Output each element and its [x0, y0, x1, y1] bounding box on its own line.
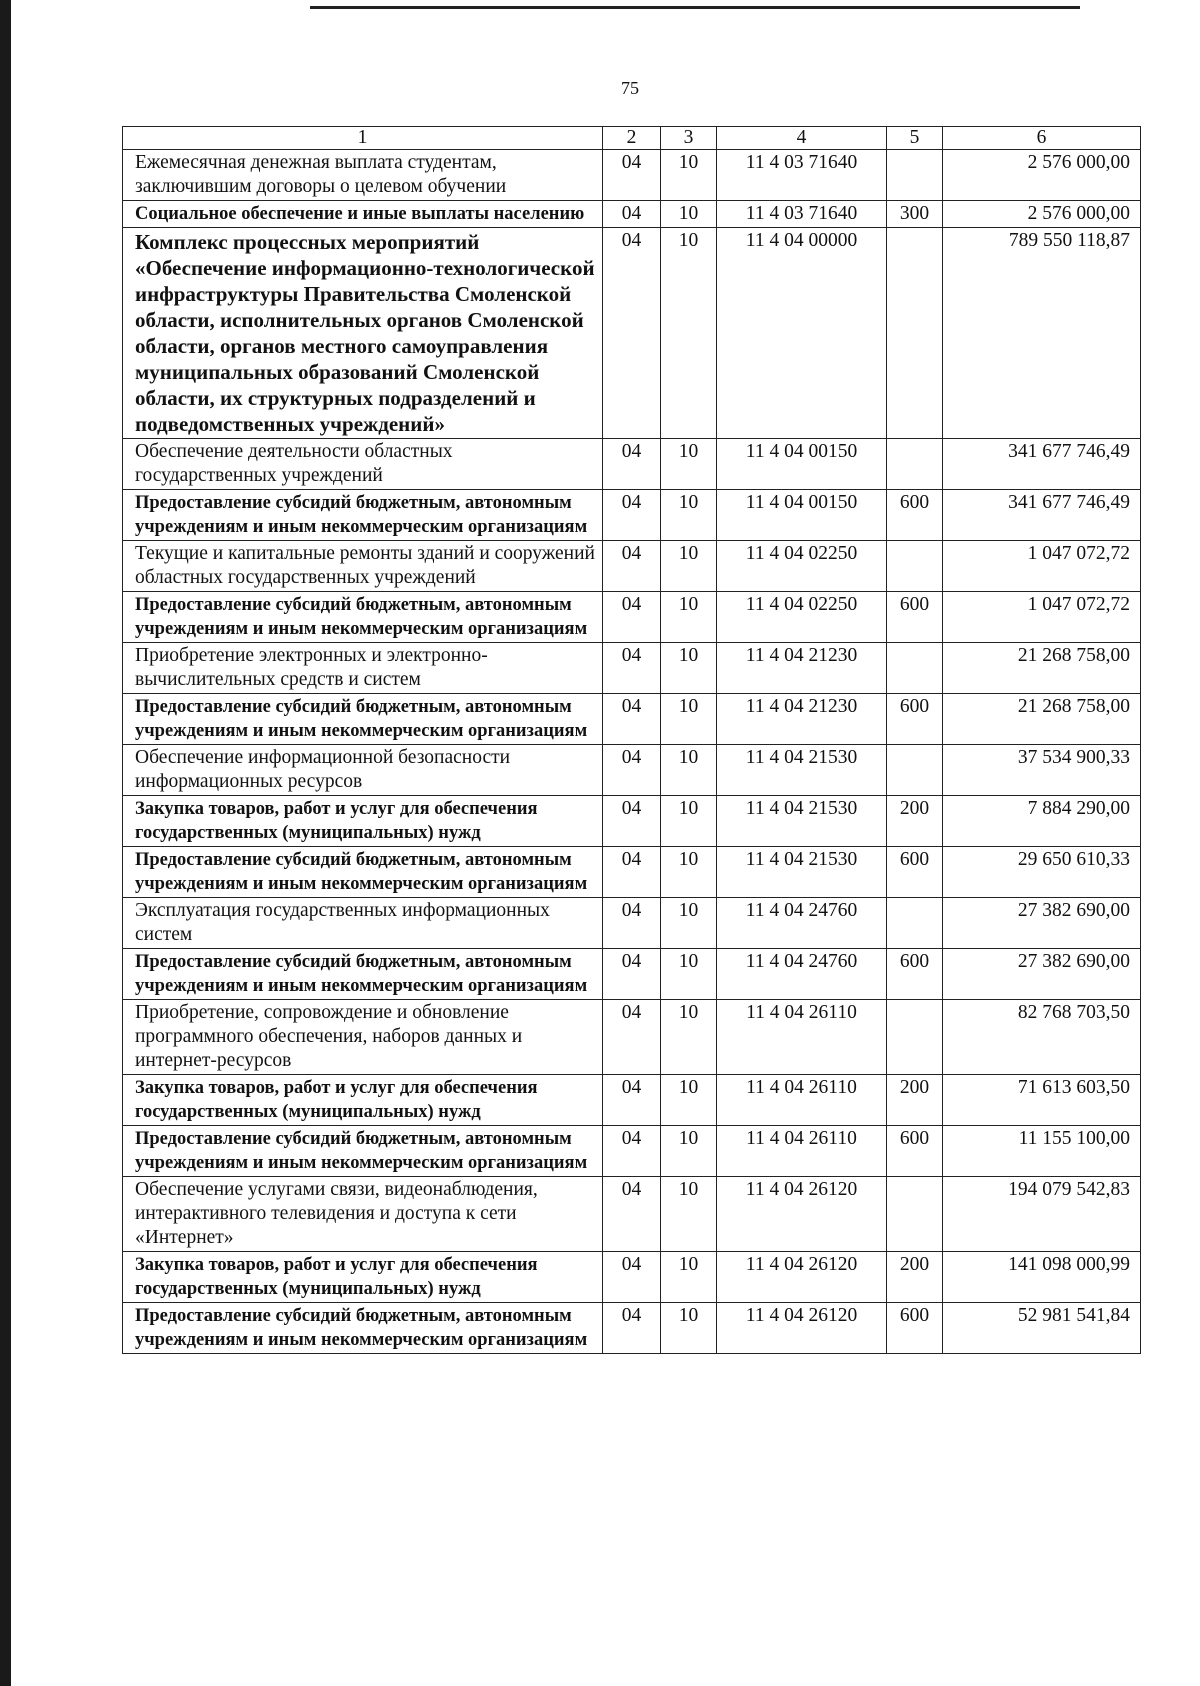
table-row — [123, 694, 1141, 745]
cell-expense-type: 600 — [887, 592, 943, 643]
table-row — [123, 643, 1141, 694]
cell-subsection: 10 — [661, 1252, 717, 1303]
cell-name: Обеспечение информационной безопасности информационных ресурсов — [123, 745, 603, 796]
cell-amount: 71 613 603,50 — [943, 1075, 1141, 1126]
cell-section: 04 — [603, 1252, 661, 1303]
cell-section: 04 — [603, 694, 661, 745]
cell-target-code: 11 4 04 21530 — [717, 796, 887, 847]
cell-subsection: 10 — [661, 898, 717, 949]
table-row — [123, 1303, 1141, 1354]
cell-amount: 341 677 746,49 — [943, 439, 1141, 490]
table-row — [123, 228, 1141, 439]
table-row — [123, 745, 1141, 796]
cell-target-code: 11 4 04 21230 — [717, 694, 887, 745]
cell-subsection: 10 — [661, 1075, 717, 1126]
cell-section: 04 — [603, 201, 661, 228]
cell-amount: 82 768 703,50 — [943, 1000, 1141, 1075]
cell-section: 04 — [603, 796, 661, 847]
cell-subsection: 10 — [661, 541, 717, 592]
cell-target-code: 11 4 04 26120 — [717, 1177, 887, 1252]
cell-subsection: 10 — [661, 643, 717, 694]
table-row — [123, 439, 1141, 490]
cell-name: Предоставление субсидий бюджетным, автономным учреждениям и иным некоммерческим организациям — [123, 592, 603, 643]
table-row — [123, 150, 1141, 201]
cell-target-code: 11 4 03 71640 — [717, 150, 887, 201]
cell-amount: 1 047 072,72 — [943, 541, 1141, 592]
table-row — [123, 541, 1141, 592]
cell-subsection: 10 — [661, 490, 717, 541]
cell-section: 04 — [603, 1075, 661, 1126]
cell-subsection: 10 — [661, 201, 717, 228]
table-row — [123, 1126, 1141, 1177]
cell-name: Предоставление субсидий бюджетным, автономным учреждениям и иным некоммерческим организациям — [123, 1126, 603, 1177]
cell-target-code: 11 4 04 02250 — [717, 541, 887, 592]
cell-target-code: 11 4 04 26110 — [717, 1000, 887, 1075]
cell-section: 04 — [603, 490, 661, 541]
cell-expense-type: 200 — [887, 796, 943, 847]
cell-amount: 27 382 690,00 — [943, 898, 1141, 949]
cell-target-code: 11 4 04 24760 — [717, 898, 887, 949]
cell-target-code: 11 4 04 02250 — [717, 592, 887, 643]
cell-expense-type — [887, 439, 943, 490]
header-col-1: 1 — [123, 127, 603, 150]
cell-name: Эксплуатация государственных информационных систем — [123, 898, 603, 949]
cell-expense-type: 200 — [887, 1075, 943, 1126]
cell-section: 04 — [603, 541, 661, 592]
cell-name: Социальное обеспечение и иные выплаты населению — [123, 201, 603, 228]
cell-target-code: 11 4 04 00150 — [717, 439, 887, 490]
cell-section: 04 — [603, 1303, 661, 1354]
cell-expense-type: 300 — [887, 201, 943, 228]
cell-section: 04 — [603, 1000, 661, 1075]
cell-name: Предоставление субсидий бюджетным, автономным учреждениям и иным некоммерческим организациям — [123, 949, 603, 1000]
cell-expense-type — [887, 1177, 943, 1252]
cell-section: 04 — [603, 745, 661, 796]
table-body — [123, 150, 1141, 1354]
cell-name: Обеспечение деятельности областных государственных учреждений — [123, 439, 603, 490]
cell-amount: 789 550 118,87 — [943, 228, 1141, 439]
table-row — [123, 1000, 1141, 1075]
cell-amount: 141 098 000,99 — [943, 1252, 1141, 1303]
cell-section: 04 — [603, 592, 661, 643]
header-row — [123, 127, 1141, 150]
cell-target-code: 11 4 04 26120 — [717, 1252, 887, 1303]
cell-section: 04 — [603, 1177, 661, 1252]
cell-target-code: 11 4 04 21530 — [717, 745, 887, 796]
cell-expense-type — [887, 228, 943, 439]
page-number: 75 — [621, 78, 639, 98]
cell-expense-type — [887, 643, 943, 694]
table-row — [123, 1177, 1141, 1252]
cell-target-code: 11 4 04 26120 — [717, 1303, 887, 1354]
cell-expense-type — [887, 745, 943, 796]
cell-amount: 27 382 690,00 — [943, 949, 1141, 1000]
table-row — [123, 847, 1141, 898]
cell-target-code: 11 4 04 21230 — [717, 643, 887, 694]
header-col-5: 5 — [887, 127, 943, 150]
cell-name: Закупка товаров, работ и услуг для обеспечения государственных (муниципальных) нужд — [123, 1252, 603, 1303]
cell-target-code: 11 4 04 00150 — [717, 490, 887, 541]
cell-expense-type: 600 — [887, 847, 943, 898]
cell-amount: 21 268 758,00 — [943, 643, 1141, 694]
cell-expense-type: 600 — [887, 1126, 943, 1177]
cell-subsection: 10 — [661, 1177, 717, 1252]
header-col-2: 2 — [603, 127, 661, 150]
cell-name: Закупка товаров, работ и услуг для обеспечения государственных (муниципальных) нужд — [123, 1075, 603, 1126]
cell-amount: 341 677 746,49 — [943, 490, 1141, 541]
table-row — [123, 796, 1141, 847]
cell-amount: 194 079 542,83 — [943, 1177, 1141, 1252]
cell-section: 04 — [603, 1126, 661, 1177]
table-row — [123, 1075, 1141, 1126]
table-row — [123, 898, 1141, 949]
cell-amount: 29 650 610,33 — [943, 847, 1141, 898]
cell-name: Закупка товаров, работ и услуг для обеспечения государственных (муниципальных) нужд — [123, 796, 603, 847]
cell-amount: 1 047 072,72 — [943, 592, 1141, 643]
cell-section: 04 — [603, 643, 661, 694]
cell-name: Предоставление субсидий бюджетным, автономным учреждениям и иным некоммерческим организациям — [123, 1303, 603, 1354]
cell-amount: 2 576 000,00 — [943, 201, 1141, 228]
cell-target-code: 11 4 04 21530 — [717, 847, 887, 898]
header-col-3: 3 — [661, 127, 717, 150]
cell-subsection: 10 — [661, 439, 717, 490]
cell-expense-type — [887, 150, 943, 201]
table-row — [123, 201, 1141, 228]
cell-section: 04 — [603, 847, 661, 898]
cell-amount: 2 576 000,00 — [943, 150, 1141, 201]
cell-expense-type: 600 — [887, 694, 943, 745]
cell-subsection: 10 — [661, 150, 717, 201]
cell-expense-type — [887, 1000, 943, 1075]
cell-subsection: 10 — [661, 1000, 717, 1075]
cell-target-code: 11 4 04 00000 — [717, 228, 887, 439]
cell-subsection: 10 — [661, 592, 717, 643]
cell-section: 04 — [603, 949, 661, 1000]
cell-amount: 11 155 100,00 — [943, 1126, 1141, 1177]
budget-table — [122, 126, 1141, 1354]
scan-left-edge — [0, 0, 11, 1686]
cell-name: Текущие и капитальные ремонты зданий и сооружений областных государственных учреждений — [123, 541, 603, 592]
cell-expense-type: 600 — [887, 949, 943, 1000]
cell-expense-type: 200 — [887, 1252, 943, 1303]
cell-subsection: 10 — [661, 745, 717, 796]
cell-section: 04 — [603, 150, 661, 201]
cell-name: Приобретение, сопровождение и обновление программного обеспечения, наборов данных и интернет-ресурсов — [123, 1000, 603, 1075]
cell-target-code: 11 4 04 24760 — [717, 949, 887, 1000]
cell-name: Комплекс процессных мероприятий «Обеспечение информационно-технологической инфраструктуры Правительства Смоленской области, исполнительных органов Смоленской области, органов местного самоуправления муниципальных образований Смоленской области, их структурных подразделений и подведомственных учреждений» — [123, 228, 603, 439]
cell-section: 04 — [603, 898, 661, 949]
cell-expense-type — [887, 541, 943, 592]
cell-expense-type: 600 — [887, 1303, 943, 1354]
cell-amount: 7 884 290,00 — [943, 796, 1141, 847]
table-row — [123, 949, 1141, 1000]
cell-name: Обеспечение услугами связи, видеонаблюдения, интерактивного телевидения и доступа к сети «Интернет» — [123, 1177, 603, 1252]
cell-amount: 21 268 758,00 — [943, 694, 1141, 745]
cell-subsection: 10 — [661, 694, 717, 745]
cell-subsection: 10 — [661, 847, 717, 898]
cell-target-code: 11 4 04 26110 — [717, 1126, 887, 1177]
cell-name: Предоставление субсидий бюджетным, автономным учреждениям и иным некоммерческим организациям — [123, 694, 603, 745]
table-row — [123, 592, 1141, 643]
cell-amount: 52 981 541,84 — [943, 1303, 1141, 1354]
cell-name: Ежемесячная денежная выплата студентам, заключившим договоры о целевом обучении — [123, 150, 603, 201]
cell-subsection: 10 — [661, 1126, 717, 1177]
header-col-4: 4 — [717, 127, 887, 150]
cell-section: 04 — [603, 439, 661, 490]
cell-name: Предоставление субсидий бюджетным, автономным учреждениям и иным некоммерческим организациям — [123, 847, 603, 898]
cell-subsection: 10 — [661, 796, 717, 847]
cell-expense-type: 600 — [887, 490, 943, 541]
cell-subsection: 10 — [661, 1303, 717, 1354]
cell-subsection: 10 — [661, 228, 717, 439]
cell-amount: 37 534 900,33 — [943, 745, 1141, 796]
header-col-6: 6 — [943, 127, 1141, 150]
cell-name: Предоставление субсидий бюджетным, автономным учреждениям и иным некоммерческим организациям — [123, 490, 603, 541]
cell-name: Приобретение электронных и электронно-вычислительных средств и систем — [123, 643, 603, 694]
cell-expense-type — [887, 898, 943, 949]
scan-top-edge — [310, 6, 1080, 9]
table-row — [123, 490, 1141, 541]
cell-section: 04 — [603, 228, 661, 439]
cell-target-code: 11 4 03 71640 — [717, 201, 887, 228]
cell-target-code: 11 4 04 26110 — [717, 1075, 887, 1126]
table-row — [123, 1252, 1141, 1303]
cell-subsection: 10 — [661, 949, 717, 1000]
